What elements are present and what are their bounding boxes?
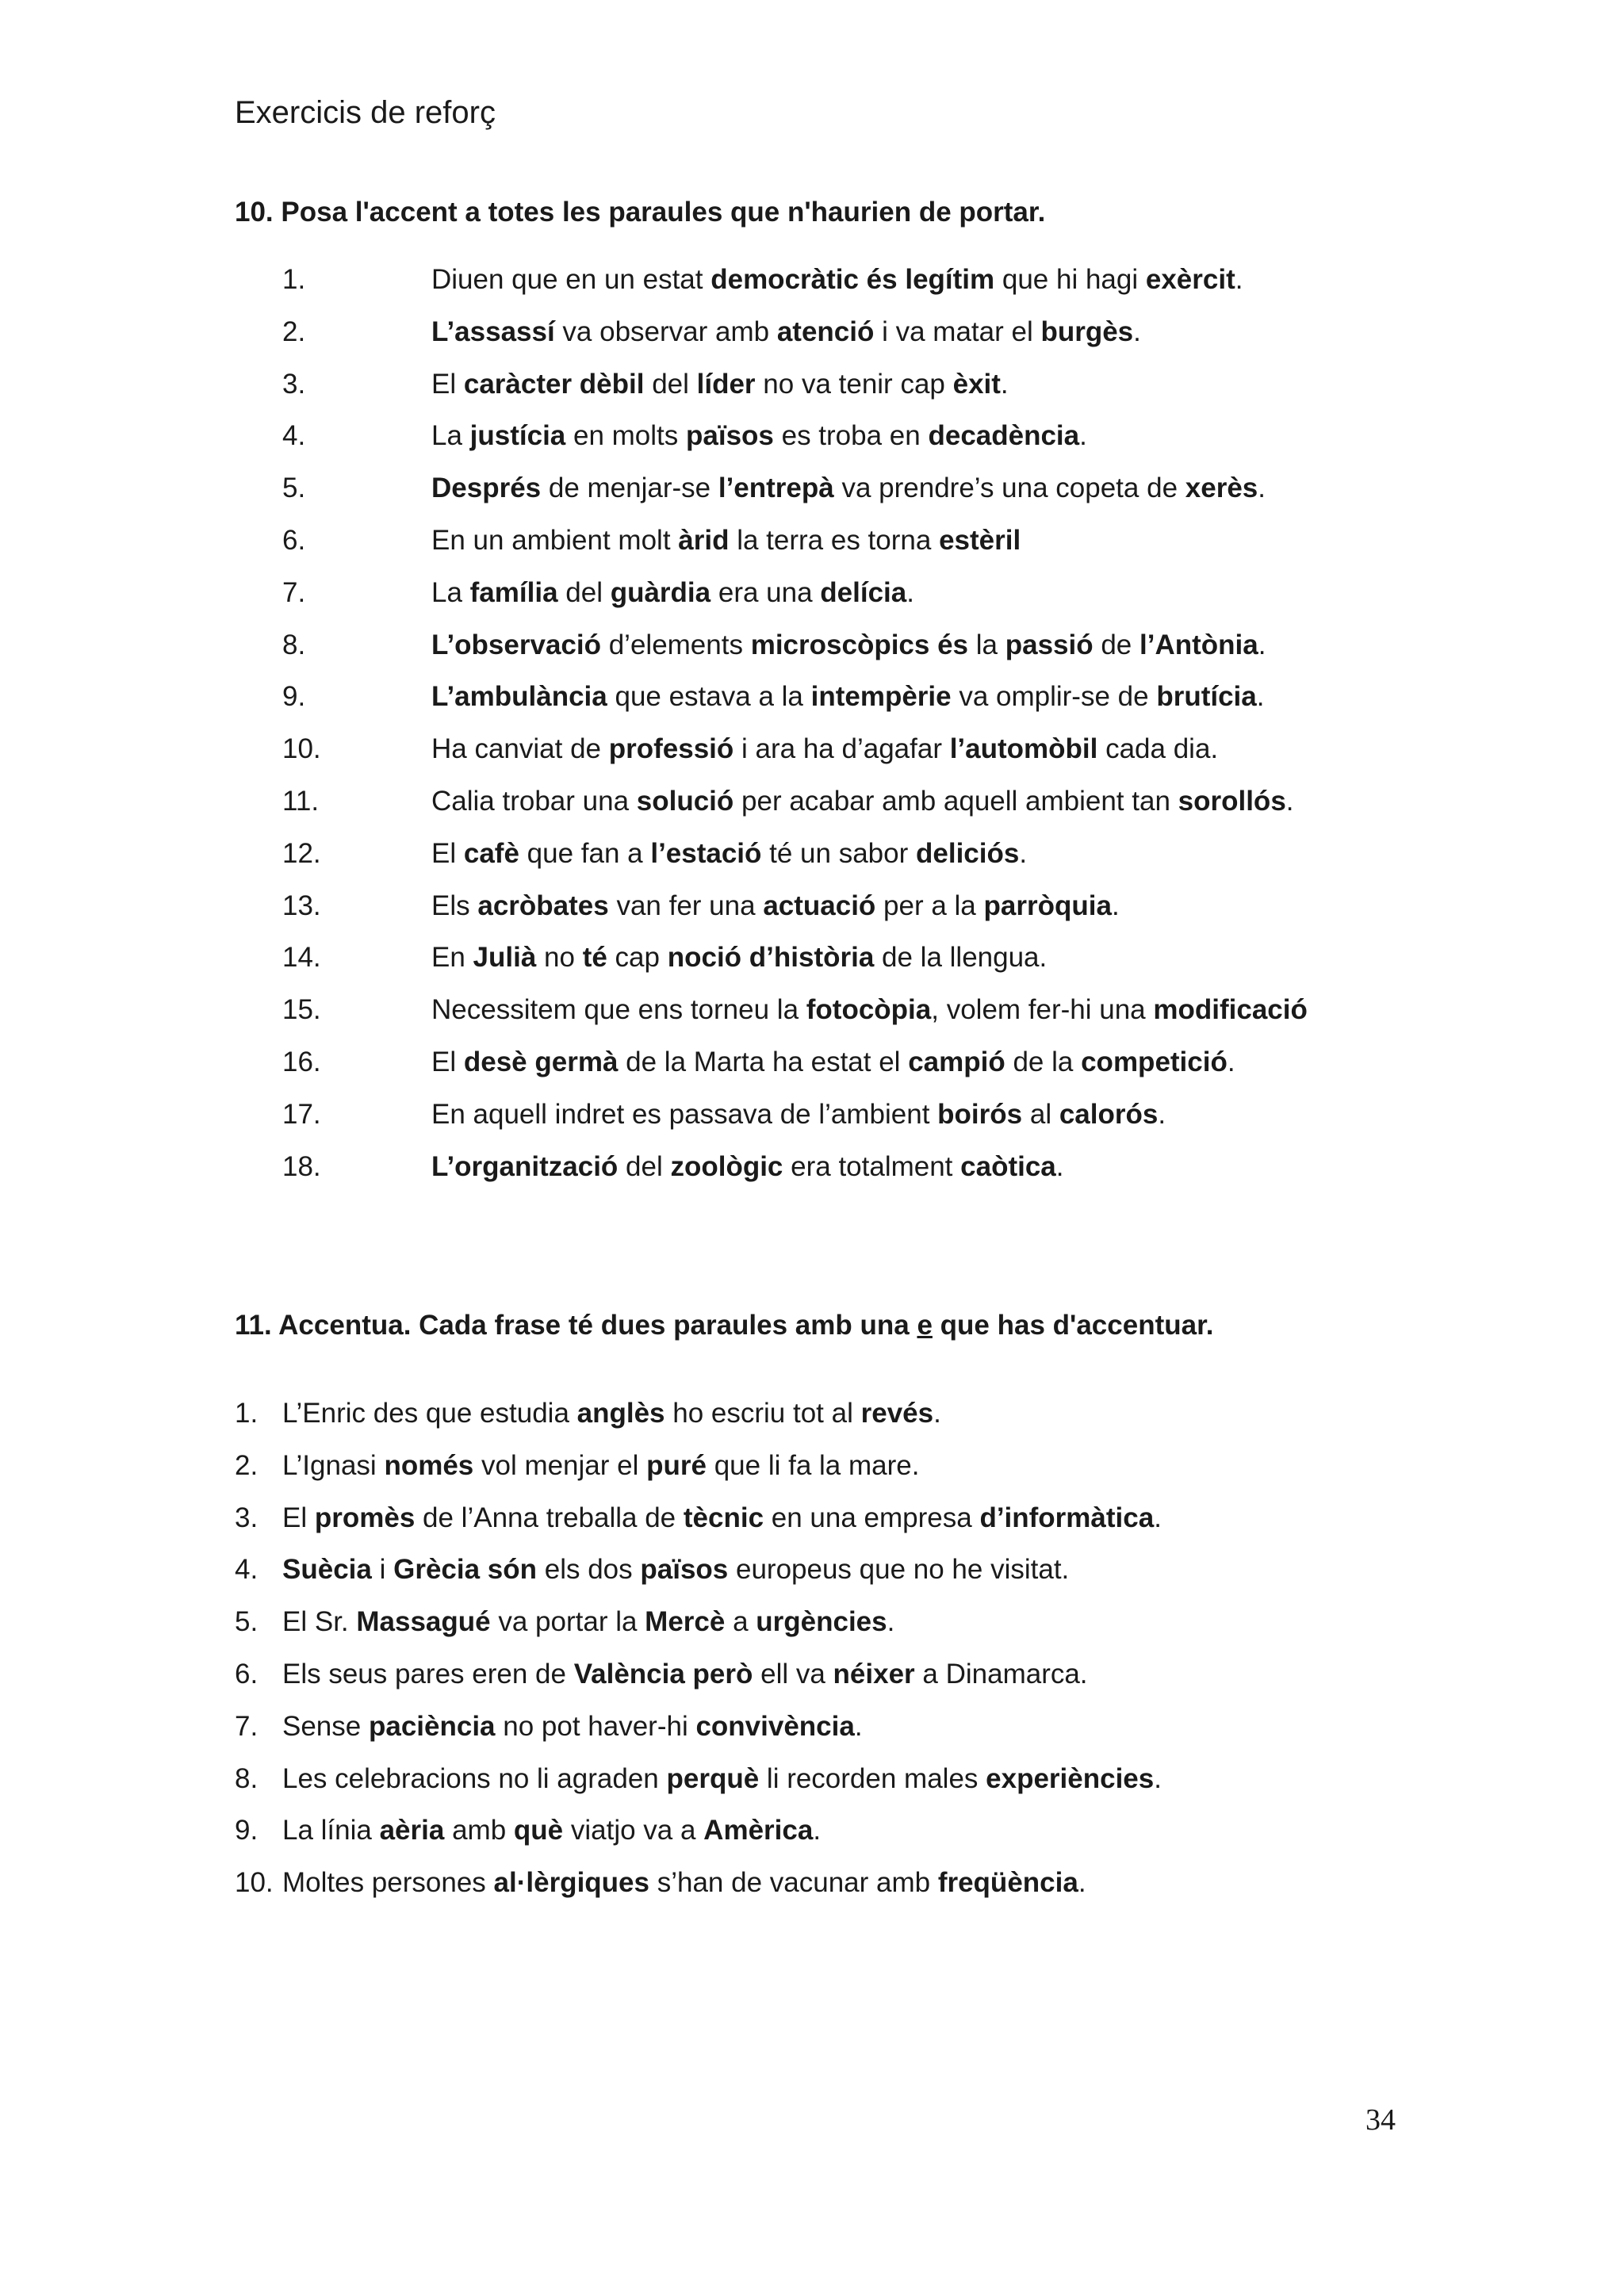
sentence-text: en molts: [565, 420, 686, 452]
accented-word: perquè: [666, 1762, 760, 1794]
sentence-text: Els: [431, 890, 478, 921]
accented-word: puré: [646, 1449, 707, 1481]
sentence-text: .: [1227, 1047, 1235, 1077]
sentence-text: va omplir-se de: [951, 681, 1157, 713]
sentence: [431, 316, 1141, 348]
sentence-text: de menjar-se: [541, 473, 718, 504]
accented-word: L’ambulància: [431, 681, 607, 713]
accented-word: Massagué: [356, 1606, 491, 1638]
item-number: 15.: [282, 994, 321, 1026]
sentence-text: no: [536, 942, 583, 974]
sentence-text: .: [1111, 890, 1120, 921]
sentence-text: li recorden males: [759, 1762, 986, 1794]
sentence-text: .: [813, 1815, 822, 1846]
sentence-text: era una: [710, 576, 821, 608]
item-number: 12.: [282, 837, 321, 869]
sentence: [431, 838, 1027, 870]
item-number: 7.: [282, 576, 306, 608]
accented-word: urgències: [756, 1606, 887, 1638]
sentence-text: .: [1154, 1762, 1162, 1794]
accented-word: al·lèrgiques: [493, 1867, 649, 1899]
exercise-10-title: 10. Posa l'accent a totes les paraules que n'haurien de portar.: [235, 197, 1046, 228]
sentence-text: .: [887, 1606, 895, 1638]
accented-word: néixer: [833, 1659, 915, 1689]
sentence-text: Diuen que en un estat: [431, 264, 711, 295]
sentence-text: no pot haver-hi: [495, 1710, 696, 1742]
sentence-text: els dos: [537, 1554, 641, 1586]
item-number: 3.: [282, 368, 306, 400]
sentence: [431, 942, 1047, 974]
sentence: [431, 1099, 1166, 1131]
sentence-text: El: [431, 837, 464, 869]
accented-word: desè germà: [463, 1047, 619, 1077]
sentence-text: va prendre’s una copeta de: [833, 473, 1185, 504]
accented-word: democràtic és legítim: [710, 264, 995, 295]
sentence-text: es troba en: [773, 420, 929, 452]
sentence: [431, 994, 1308, 1026]
sentence-text: .: [1078, 1867, 1086, 1899]
sentence-text: i: [371, 1554, 394, 1586]
sentence: [282, 1398, 941, 1429]
sentence: [282, 1554, 1069, 1586]
accented-word: Amèrica: [703, 1815, 814, 1846]
sentence-text: la terra es torna: [729, 525, 940, 556]
sentence: [282, 1867, 1086, 1899]
exercise-11-title-end: que has d'accentuar.: [932, 1310, 1214, 1341]
accented-word: líder: [696, 368, 756, 400]
accented-word: paciència: [368, 1710, 496, 1742]
sentence-text: a Dinamarca.: [914, 1659, 1088, 1689]
accented-word: èxit: [952, 368, 1001, 400]
accented-word: justícia: [469, 420, 566, 452]
sentence-text: .: [906, 576, 914, 608]
accented-word: estèril: [939, 525, 1021, 556]
sentence-text: de la llengua.: [874, 942, 1048, 974]
sentence: [282, 1606, 894, 1638]
sentence-text: L’Enric des que estudia: [282, 1398, 577, 1429]
item-number: 1.: [282, 264, 306, 295]
exercise-11-title-start: 11. Accentua. Cada frase té dues paraules amb una: [235, 1310, 917, 1341]
sentence-text: Necessitem que ens torneu la: [431, 994, 806, 1026]
item-number: 5.: [235, 1606, 259, 1638]
accented-word: L’assassí: [431, 316, 555, 347]
item-number: 9.: [282, 681, 306, 713]
sentence-text: .: [1258, 629, 1266, 660]
sentence: [282, 1815, 821, 1846]
accented-word: aèria: [379, 1815, 445, 1846]
sentence-text: La línia: [282, 1815, 380, 1846]
accented-word: brutícia: [1156, 681, 1257, 713]
sentence-text: s’han de vacunar amb: [649, 1867, 938, 1899]
page-number: 34: [1365, 2103, 1396, 2137]
item-number: 4.: [235, 1554, 259, 1586]
accented-word: Julià: [473, 942, 537, 974]
accented-word: intempèrie: [810, 681, 952, 713]
sentence-text: .: [1258, 473, 1266, 504]
item-number: 5.: [282, 473, 306, 504]
sentence-text: amb: [444, 1815, 514, 1846]
accented-word: Grècia són: [393, 1554, 538, 1586]
sentence-text: europeus que no he visitat.: [728, 1554, 1070, 1586]
sentence-text: En aquell indret es passava de l’ambient: [431, 1098, 938, 1130]
sentence-text: i ara ha d’agafar: [733, 733, 950, 765]
accented-word: L’observació: [431, 629, 601, 660]
item-number: 6.: [282, 525, 306, 556]
sentence: [431, 525, 1021, 557]
accented-word: L’organització: [431, 1150, 619, 1182]
sentence-text: Moltes persones: [282, 1867, 494, 1899]
accented-word: família: [469, 576, 558, 608]
accented-word: sorollós: [1178, 786, 1286, 817]
item-number: 16.: [282, 1047, 321, 1077]
accented-word: Després: [431, 473, 542, 504]
sentence-text: que estava a la: [607, 681, 811, 713]
accented-word: xerès: [1185, 473, 1258, 504]
sentence-text: i va matar el: [874, 316, 1041, 347]
item-number: 9.: [235, 1815, 259, 1846]
sentence-text: té un sabor: [761, 837, 916, 869]
accented-word: noció d’història: [667, 942, 875, 974]
sentence-text: de l’Anna treballa de: [415, 1502, 684, 1533]
exercise-11-title: [235, 1310, 1214, 1341]
sentence: [282, 1659, 1088, 1690]
sentence: [282, 1763, 1162, 1795]
accented-word: té: [582, 942, 607, 974]
accented-word: calorós: [1059, 1098, 1159, 1130]
accented-word: l’automòbil: [949, 733, 1098, 765]
accented-word: acròbates: [477, 890, 609, 921]
sentence-text: El: [431, 1047, 464, 1077]
sentence-text: per acabar amb aquell ambient tan: [733, 786, 1178, 817]
accented-word: freqüència: [937, 1867, 1078, 1899]
sentence-text: Les celebracions no li agraden: [282, 1762, 667, 1794]
accented-word: boirós: [937, 1098, 1023, 1130]
sentence: [431, 420, 1087, 452]
item-number: 13.: [282, 890, 321, 921]
accented-word: modificació: [1153, 994, 1308, 1026]
exercise-11-title-underlined-letter: e: [917, 1310, 933, 1341]
sentence-text: cada dia.: [1097, 733, 1219, 765]
accented-word: zoològic: [670, 1150, 783, 1182]
accented-word: actuació: [763, 890, 876, 921]
accented-word: anglès: [576, 1398, 665, 1429]
item-number: 4.: [282, 420, 306, 452]
sentence: [431, 629, 1266, 661]
accented-word: àrid: [678, 525, 730, 556]
item-number: 3.: [235, 1502, 259, 1533]
sentence-text: El: [282, 1502, 315, 1533]
sentence: [431, 681, 1264, 713]
item-number: 14.: [282, 942, 321, 974]
sentence-text: de la Marta ha estat el: [618, 1047, 909, 1077]
sentence-text: Calia trobar una: [431, 786, 637, 817]
item-number: 8.: [235, 1762, 259, 1794]
sentence-text: que li fa la mare.: [706, 1449, 920, 1481]
sentence-text: .: [1235, 264, 1243, 295]
sentence-text: d’elements: [600, 629, 751, 660]
sentence-text: ho escriu tot al: [665, 1398, 861, 1429]
sentence-text: L’Ignasi: [282, 1449, 385, 1481]
accented-word: microscòpics és: [750, 629, 969, 660]
sentence-text: Ha canviat de: [431, 733, 609, 765]
sentence: [431, 1047, 1235, 1078]
accented-word: parròquia: [983, 890, 1112, 921]
accented-word: revés: [860, 1398, 934, 1429]
sentence-text: .: [1000, 368, 1009, 400]
item-number: 17.: [282, 1098, 321, 1130]
accented-word: passió: [1005, 629, 1094, 660]
accented-word: competició: [1081, 1047, 1228, 1077]
sentence-text: al: [1022, 1098, 1059, 1130]
sentence-text: .: [1055, 1150, 1064, 1182]
sentence: [431, 890, 1120, 922]
sentence-text: .: [1079, 420, 1087, 452]
sentence-text: no va tenir cap: [755, 368, 953, 400]
accented-word: l’Antònia: [1139, 629, 1258, 660]
item-number: 11.: [282, 786, 320, 817]
sentence-text: En: [431, 942, 473, 974]
accented-word: exèrcit: [1145, 264, 1235, 295]
sentence-text: Sense: [282, 1710, 369, 1742]
page-header: Exercicis de reforç: [235, 95, 496, 130]
sentence: [431, 264, 1243, 296]
accented-word: professió: [608, 733, 734, 765]
accented-word: Mercè: [645, 1606, 726, 1638]
sentence: [431, 733, 1218, 765]
sentence-text: .: [1285, 786, 1294, 817]
accented-word: promès: [314, 1502, 416, 1533]
item-number: 2.: [235, 1449, 259, 1481]
sentence-text: La: [431, 420, 470, 452]
sentence-text: viatjo va a: [563, 1815, 704, 1846]
sentence: [282, 1502, 1162, 1534]
sentence-text: la: [968, 629, 1005, 660]
sentence-text: .: [854, 1710, 863, 1742]
sentence-text: Els seus pares eren de: [282, 1659, 574, 1689]
accented-word: campió: [908, 1047, 1005, 1077]
sentence-text: .: [1256, 681, 1265, 713]
sentence: [431, 1151, 1064, 1183]
sentence-text: ell va: [753, 1659, 833, 1689]
accented-word: països: [686, 420, 774, 452]
sentence-text: El Sr.: [282, 1606, 357, 1638]
accented-word: convivència: [695, 1710, 855, 1742]
accented-word: atenció: [776, 316, 875, 347]
accented-word: què: [513, 1815, 564, 1846]
sentence: [282, 1711, 863, 1743]
accented-word: delícia: [820, 576, 907, 608]
sentence-text: per a la: [875, 890, 984, 921]
sentence-text: cap: [607, 942, 668, 974]
sentence-text: La: [431, 576, 470, 608]
sentence-text: .: [1019, 837, 1028, 869]
accented-word: l’entrepà: [718, 473, 834, 504]
sentence-text: El: [431, 368, 464, 400]
accented-word: deliciós: [916, 837, 1020, 869]
accented-word: guàrdia: [610, 576, 711, 608]
accented-word: Suècia: [282, 1554, 372, 1586]
sentence-text: del: [557, 576, 611, 608]
accented-word: caràcter dèbil: [463, 368, 645, 400]
sentence-text: que fan a: [519, 837, 651, 869]
sentence-text: de la: [1005, 1047, 1082, 1077]
sentence-text: que hi hagi: [994, 264, 1146, 295]
accented-word: tècnic: [683, 1502, 764, 1533]
accented-word: burgès: [1040, 316, 1134, 347]
accented-word: països: [640, 1554, 729, 1586]
sentence-text: va observar amb: [554, 316, 777, 347]
accented-word: només: [384, 1449, 474, 1481]
sentence-text: , volem fer-hi una: [931, 994, 1154, 1026]
item-number: 8.: [282, 629, 306, 660]
item-number: 10.: [282, 733, 321, 765]
sentence: [431, 473, 1266, 504]
item-number: 2.: [282, 316, 306, 347]
sentence-text: era totalment: [783, 1150, 961, 1182]
sentence-text: vol menjar el: [473, 1449, 647, 1481]
sentence-text: .: [1154, 1502, 1162, 1533]
item-number: 6.: [235, 1659, 259, 1689]
accented-word: València però: [573, 1659, 753, 1689]
item-number: 7.: [235, 1710, 259, 1742]
sentence-text: de: [1093, 629, 1139, 660]
accented-word: decadència: [928, 420, 1080, 452]
sentence-text: .: [1133, 316, 1141, 347]
sentence-text: del: [644, 368, 697, 400]
accented-word: experiències: [986, 1762, 1155, 1794]
sentence-text: van fer una: [608, 890, 764, 921]
sentence: [282, 1450, 919, 1482]
sentence-text: a: [725, 1606, 756, 1638]
sentence-text: En un ambient molt: [431, 525, 679, 556]
item-number: 1.: [235, 1398, 259, 1429]
sentence-text: del: [618, 1150, 671, 1182]
accented-word: solució: [636, 786, 734, 817]
sentence: [431, 786, 1294, 817]
sentence-text: .: [933, 1398, 941, 1429]
item-number: 18.: [282, 1150, 321, 1182]
sentence: [431, 577, 914, 609]
accented-word: d’informàtica: [979, 1502, 1155, 1533]
sentence: [431, 369, 1009, 400]
accented-word: fotocòpia: [806, 994, 932, 1026]
sentence-text: va portar la: [490, 1606, 645, 1638]
item-number: 10.: [235, 1867, 274, 1899]
accented-word: l’estació: [650, 837, 762, 869]
sentence-text: .: [1158, 1098, 1166, 1130]
accented-word: caòtica: [960, 1150, 1056, 1182]
accented-word: cafè: [463, 837, 519, 869]
sentence-text: en una empresa: [764, 1502, 980, 1533]
